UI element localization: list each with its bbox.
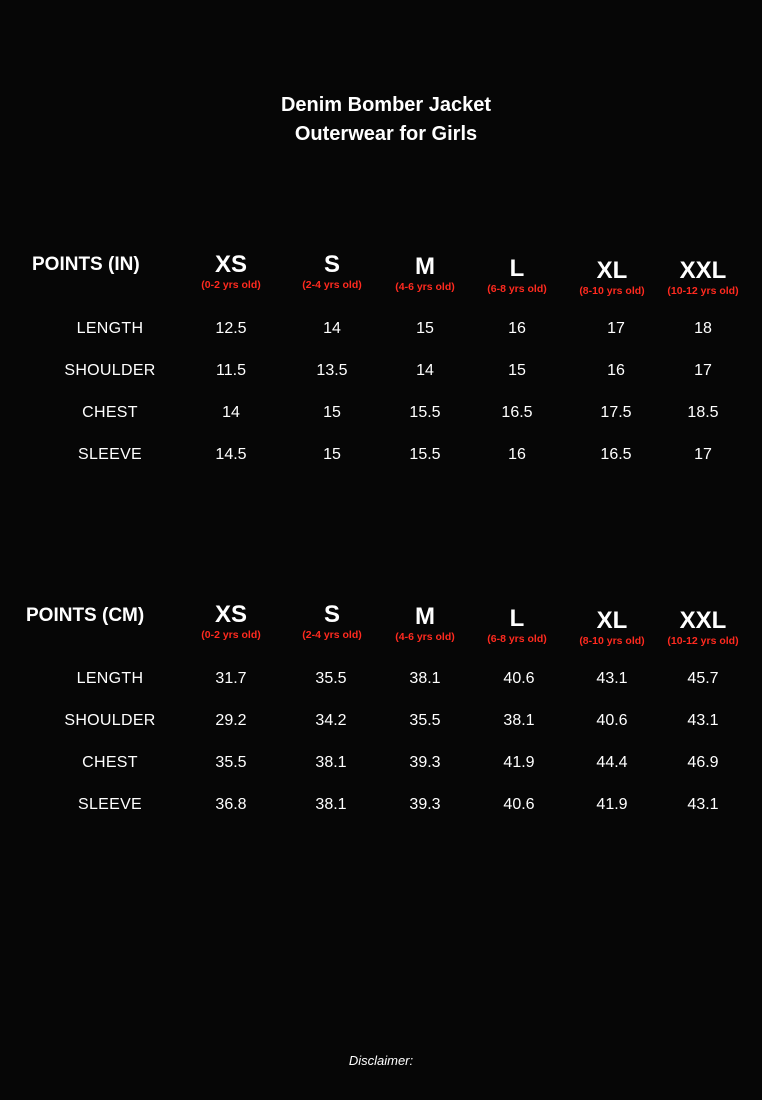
- table-cell: 16: [607, 362, 625, 379]
- size-age: (2-4 yrs old): [302, 279, 362, 291]
- size-code: XXL: [679, 607, 727, 634]
- table-cell: 17: [694, 362, 712, 379]
- size-age: (6-8 yrs old): [487, 283, 547, 295]
- row-label-chest: CHEST: [82, 404, 138, 421]
- table-cell: 41.9: [503, 754, 535, 771]
- size-age: (10-12 yrs old): [667, 635, 739, 647]
- table-label: POINTS (IN): [32, 254, 140, 275]
- size-code: L: [509, 605, 525, 632]
- table-cell: 39.3: [409, 754, 441, 771]
- table-cell: 40.6: [503, 670, 535, 687]
- table-cell: 41.9: [596, 796, 628, 813]
- title-line-1: Denim Bomber Jacket: [280, 94, 492, 116]
- table-cell: 16.5: [501, 404, 533, 421]
- table-cell: 34.2: [315, 712, 347, 729]
- table-cell: 16: [508, 320, 526, 337]
- table-cell: 31.7: [215, 670, 247, 687]
- size-age: (10-12 yrs old): [667, 285, 739, 297]
- size-code: S: [323, 251, 340, 278]
- table-cell: 38.1: [409, 670, 441, 687]
- size-code: XL: [596, 257, 628, 284]
- size-code: XXL: [679, 257, 727, 284]
- size-age: (4-6 yrs old): [395, 631, 455, 643]
- table-cell: 11.5: [216, 362, 246, 379]
- table-cell: 15: [508, 362, 526, 379]
- row-label-sleeve: SLEEVE: [77, 796, 143, 813]
- table-cell: 35.5: [315, 670, 347, 687]
- table-cell: 18: [694, 320, 712, 337]
- table-cell: 39.3: [409, 796, 441, 813]
- title-line-2: Outerwear for Girls: [294, 123, 478, 145]
- table-cell: 15.5: [409, 404, 441, 421]
- size-code: S: [323, 601, 340, 628]
- table-cell: 38.1: [503, 712, 535, 729]
- size-age: (4-6 yrs old): [395, 281, 455, 293]
- table-cell: 17: [607, 320, 625, 337]
- table-label: POINTS (CM): [26, 605, 145, 626]
- table-cell: 15: [323, 404, 341, 421]
- table-cell: 14: [323, 320, 341, 337]
- size-code: L: [509, 255, 525, 282]
- row-label-shoulder: SHOULDER: [64, 362, 156, 379]
- disclaimer-text: Disclaimer:: [348, 1053, 414, 1068]
- table-cell: 35.5: [409, 712, 441, 729]
- table-cell: 40.6: [596, 712, 628, 729]
- size-header-m: [375, 604, 475, 644]
- table-cell: 46.9: [687, 754, 719, 771]
- table-cell: 16: [508, 446, 526, 463]
- table-cell: 14.5: [215, 446, 247, 463]
- size-code: XL: [596, 607, 628, 634]
- size-header-m: [375, 254, 475, 294]
- table-cell: 43.1: [687, 712, 719, 729]
- size-code: XS: [214, 601, 247, 628]
- size-header-l: [467, 256, 567, 296]
- size-age: (0-2 yrs old): [201, 279, 261, 291]
- table-cell: 15: [323, 446, 341, 463]
- table-cell: 15.5: [409, 446, 441, 463]
- row-label-chest: CHEST: [82, 754, 138, 771]
- table-cell: 18.5: [687, 404, 719, 421]
- table-cell: 43.1: [596, 670, 628, 687]
- table-cell: 13.5: [316, 362, 348, 379]
- table-cell: 35.5: [215, 754, 247, 771]
- size-header-xl: [562, 258, 662, 298]
- size-age: (2-4 yrs old): [302, 629, 362, 641]
- table-cell: 14: [222, 404, 240, 421]
- table-cell: 36.8: [215, 796, 247, 813]
- table-cell: 44.4: [596, 754, 628, 771]
- size-header-xxl: [653, 608, 753, 648]
- size-code: M: [415, 253, 435, 280]
- table-cell: 16.5: [600, 446, 632, 463]
- size-age: (6-8 yrs old): [487, 633, 547, 645]
- size-age: (8-10 yrs old): [579, 635, 645, 647]
- table-cell: 38.1: [315, 754, 347, 771]
- size-code: M: [415, 603, 435, 630]
- size-header-xxl: [653, 258, 753, 298]
- size-header-s: [282, 252, 382, 292]
- row-label-length: LENGTH: [76, 320, 144, 337]
- table-cell: 38.1: [315, 796, 347, 813]
- table-cell: 29.2: [215, 712, 247, 729]
- table-cell: 17.5: [600, 404, 632, 421]
- size-header-xs: [181, 602, 281, 642]
- size-age: (0-2 yrs old): [201, 629, 261, 641]
- table-cell: 15: [416, 320, 434, 337]
- size-code: XS: [214, 251, 247, 278]
- row-label-shoulder: SHOULDER: [64, 712, 156, 729]
- table-cell: 14: [416, 362, 434, 379]
- size-header-l: [467, 606, 567, 646]
- table-cell: 17: [694, 446, 712, 463]
- row-label-sleeve: SLEEVE: [77, 446, 143, 463]
- table-cell: 43.1: [687, 796, 719, 813]
- table-cell: 45.7: [687, 670, 719, 687]
- row-label-length: LENGTH: [76, 670, 144, 687]
- size-header-xl: [562, 608, 662, 648]
- size-header-xs: [181, 252, 281, 292]
- size-age: (8-10 yrs old): [579, 285, 645, 297]
- size-header-s: [282, 602, 382, 642]
- table-cell: 12.5: [215, 320, 247, 337]
- table-cell: 40.6: [503, 796, 535, 813]
